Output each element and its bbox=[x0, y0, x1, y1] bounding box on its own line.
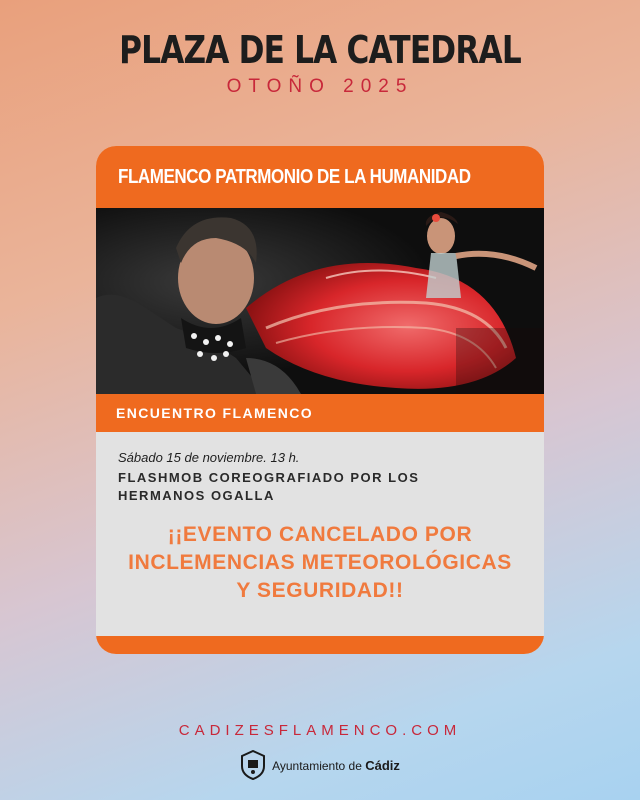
event-description-line1: FLASHMOB COREOGRAFIADO POR LOS bbox=[118, 470, 420, 485]
event-description-line2: HERMANOS OGALLA bbox=[118, 488, 275, 503]
card-footer-bar bbox=[96, 636, 544, 654]
city-seal-icon bbox=[240, 750, 266, 780]
event-card bbox=[96, 146, 544, 654]
poster-title: PLAZA DE LA CATEDRAL bbox=[119, 28, 521, 72]
organizer-city: Cádiz bbox=[365, 757, 400, 773]
section-label: ENCUENTRO FLAMENCO bbox=[116, 405, 314, 421]
cancellation-notice bbox=[118, 521, 522, 605]
dancers-illustration bbox=[96, 208, 544, 394]
website-link[interactable]: CADIZESFLAMENCO.COM bbox=[178, 722, 462, 739]
cancel-line3: Y SEGURIDAD!! bbox=[236, 579, 404, 602]
organizer-logo bbox=[0, 750, 640, 780]
organizer-name bbox=[272, 758, 400, 773]
event-details bbox=[96, 432, 544, 605]
card-heading: FLAMENCO PATRMONIO DE LA HUMANIDAD bbox=[118, 166, 471, 188]
event-date: Sábado 15 de noviembre. 13 h. bbox=[118, 450, 300, 465]
cancel-line2: INCLEMENCIAS METEOROLÓGICAS bbox=[128, 551, 512, 574]
card-heading-bar bbox=[96, 146, 544, 208]
section-band bbox=[96, 394, 544, 432]
poster-subtitle: OTOÑO 2025 bbox=[226, 76, 414, 97]
flamenco-photo bbox=[96, 208, 544, 394]
cancel-line1: ¡¡EVENTO CANCELADO POR bbox=[167, 523, 473, 546]
organizer-prefix: Ayuntamiento de bbox=[272, 758, 362, 773]
event-description bbox=[118, 469, 522, 505]
